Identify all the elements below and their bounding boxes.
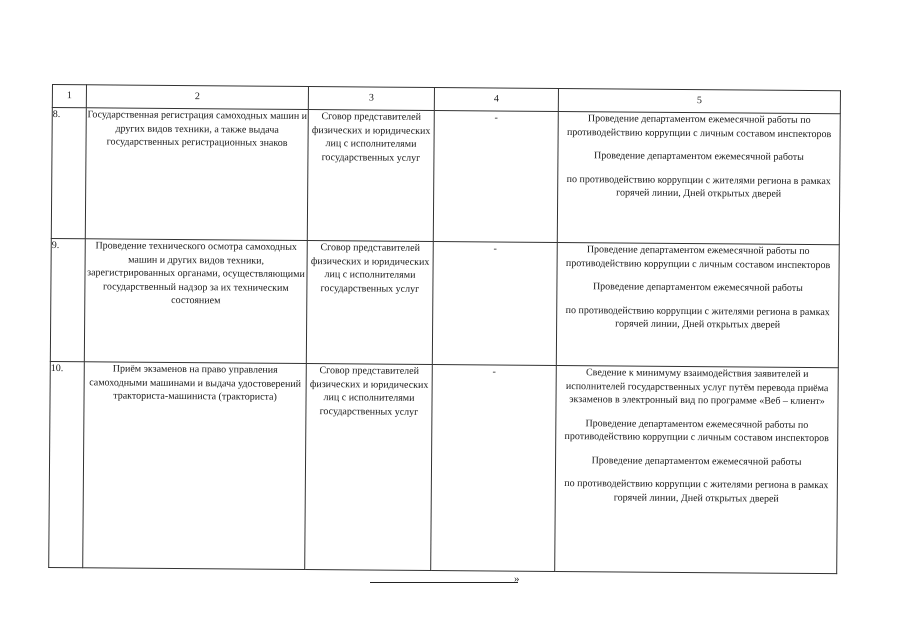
measures-cell xyxy=(555,365,839,573)
measures-cell xyxy=(557,111,840,244)
measure-text: Проведение департаментом ежемесячной работы по противодействию коррупции с личным составом инспекторов xyxy=(564,417,829,445)
measures-table xyxy=(48,84,841,574)
measure-text: Проведение департаментом ежемесячной работы xyxy=(592,281,803,294)
header-cell-2: 2 xyxy=(86,85,308,110)
service-cell: Проведение технического осмотра самоходных машин и других видов техники, зарегистрированных органами, осуществляющими государственный надзор за их техническим состоянием xyxy=(84,239,307,364)
service-cell: Государственная регистрация самоходных машин и других видов техники, а также выдача государственных регистрационных знаков xyxy=(85,108,308,241)
header-cell-1: 1 xyxy=(52,85,86,108)
risk-cell: Сговор представителей физических и юридических лиц с исполнителями государственных услуг xyxy=(306,241,433,365)
column-4-cell: - xyxy=(432,241,557,365)
row-number: 9. xyxy=(50,238,85,361)
header-cell-5: 5 xyxy=(558,88,840,113)
service-cell: Приём экзаменов на право управления самоходными машинами и выдача удостоверений тракториста-машиниста (тракториста) xyxy=(83,362,307,570)
measure-text: Проведение департаментом ежемесячной работы по противодействию коррупции с личным составом инспекторов xyxy=(565,244,831,271)
measures-cell xyxy=(556,242,839,367)
row-number: 8. xyxy=(51,108,86,239)
column-4-cell: - xyxy=(431,364,557,571)
measure-text: по противодействию коррупции с жителями региона в рамках горячей линии, Дней открытых дверей xyxy=(566,173,831,200)
header-cell-3: 3 xyxy=(308,87,434,111)
table-row xyxy=(50,238,839,367)
risk-cell: Сговор представителей физических и юридических лиц с исполнителями государственных услуг xyxy=(307,110,434,242)
measure-text: по противодействию коррупции с жителями региона в рамках горячей линии, Дней открытых дверей xyxy=(565,304,830,331)
closing-underline xyxy=(370,582,518,583)
measure-text: по противодействию коррупции с жителями региона в рамках горячей линии, Дней открытых дверей xyxy=(564,478,829,505)
table-row xyxy=(49,361,839,573)
measure-text: Проведение департаментом ежемесячной работы xyxy=(591,454,802,468)
measure-text: Сведение к минимуму взаимодействия заявителей и исполнителей государственных услуг путём перевода приёма экзаменов в электронный вид по программе «Веб – клиент» xyxy=(565,367,829,408)
measure-text: Проведение департаментом ежемесячной работы по противодействию коррупции с личным составом инспекторов xyxy=(566,113,832,140)
table-row xyxy=(51,108,840,245)
header-cell-4: 4 xyxy=(434,88,558,112)
measure-text: Проведение департаментом ежемесячной работы xyxy=(593,150,804,163)
closing-quote-mark: » xyxy=(514,573,520,585)
column-4-cell: - xyxy=(433,111,558,243)
risk-cell: Сговор представителей физических и юридических лиц с исполнителями государственных услуг xyxy=(305,364,433,571)
row-number: 10. xyxy=(49,361,85,567)
